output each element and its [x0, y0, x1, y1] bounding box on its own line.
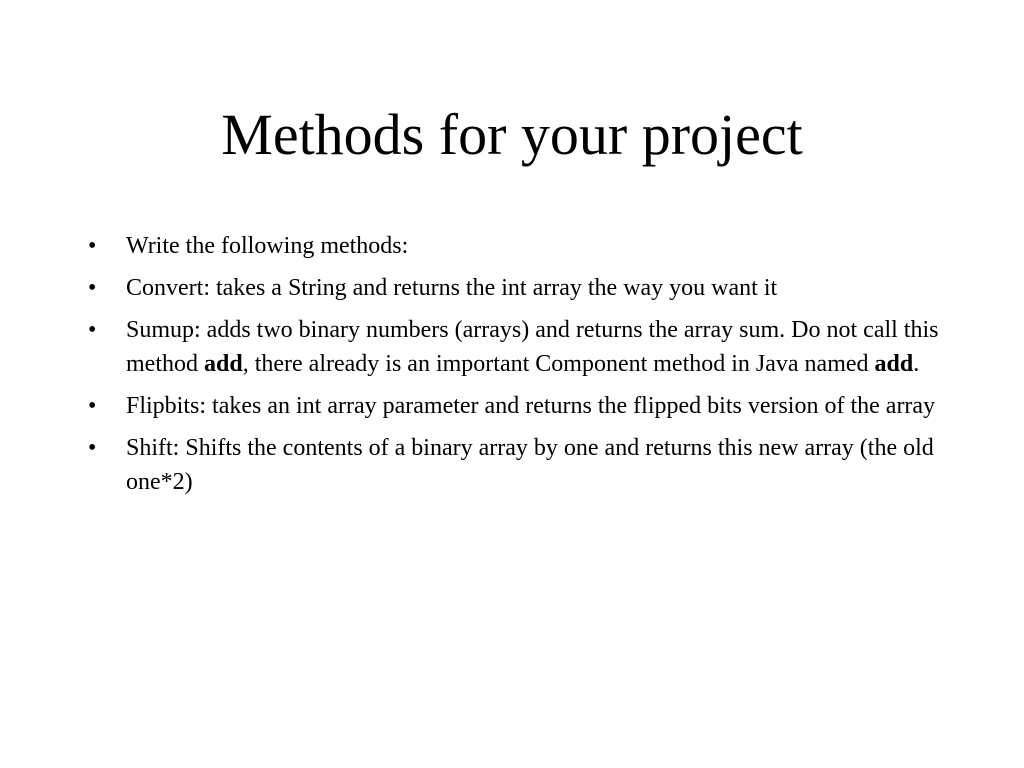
bullet-bold-keyword: add — [874, 351, 914, 377]
bullet-icon: • — [88, 275, 97, 301]
slide-title: Methods for your project — [221, 102, 803, 167]
bullet-text: Write the following methods: — [126, 233, 409, 259]
bullet-text: Flipbits: takes an int array parameter and returns the flipped bits version of the array — [126, 393, 936, 419]
bullet-item — [88, 229, 948, 263]
bullet-bold-keyword: add — [204, 351, 243, 377]
bullet-text-part: , there already is an important Component method in Java named — [242, 351, 875, 377]
bullet-item — [88, 389, 948, 423]
bullet-item — [88, 431, 948, 499]
bullet-icon: • — [88, 317, 97, 343]
bullet-text: Shift: Shifts the contents of a binary array by one and returns this new array (the old one*2) — [126, 435, 934, 495]
bullet-text-part: Sumup: adds two binary numbers (arrays) and returns the array sum. Do not call this method — [126, 317, 939, 377]
bullet-icon: • — [88, 435, 97, 461]
bullet-text: Convert: takes a String and returns the int array the way you want it — [126, 275, 778, 301]
bullet-icon: • — [88, 233, 97, 259]
bullet-text-part: . — [913, 351, 920, 377]
bullet-icon: • — [88, 393, 97, 419]
bullet-item — [88, 313, 948, 381]
bullet-item — [88, 271, 948, 305]
bullet-list — [88, 229, 948, 507]
